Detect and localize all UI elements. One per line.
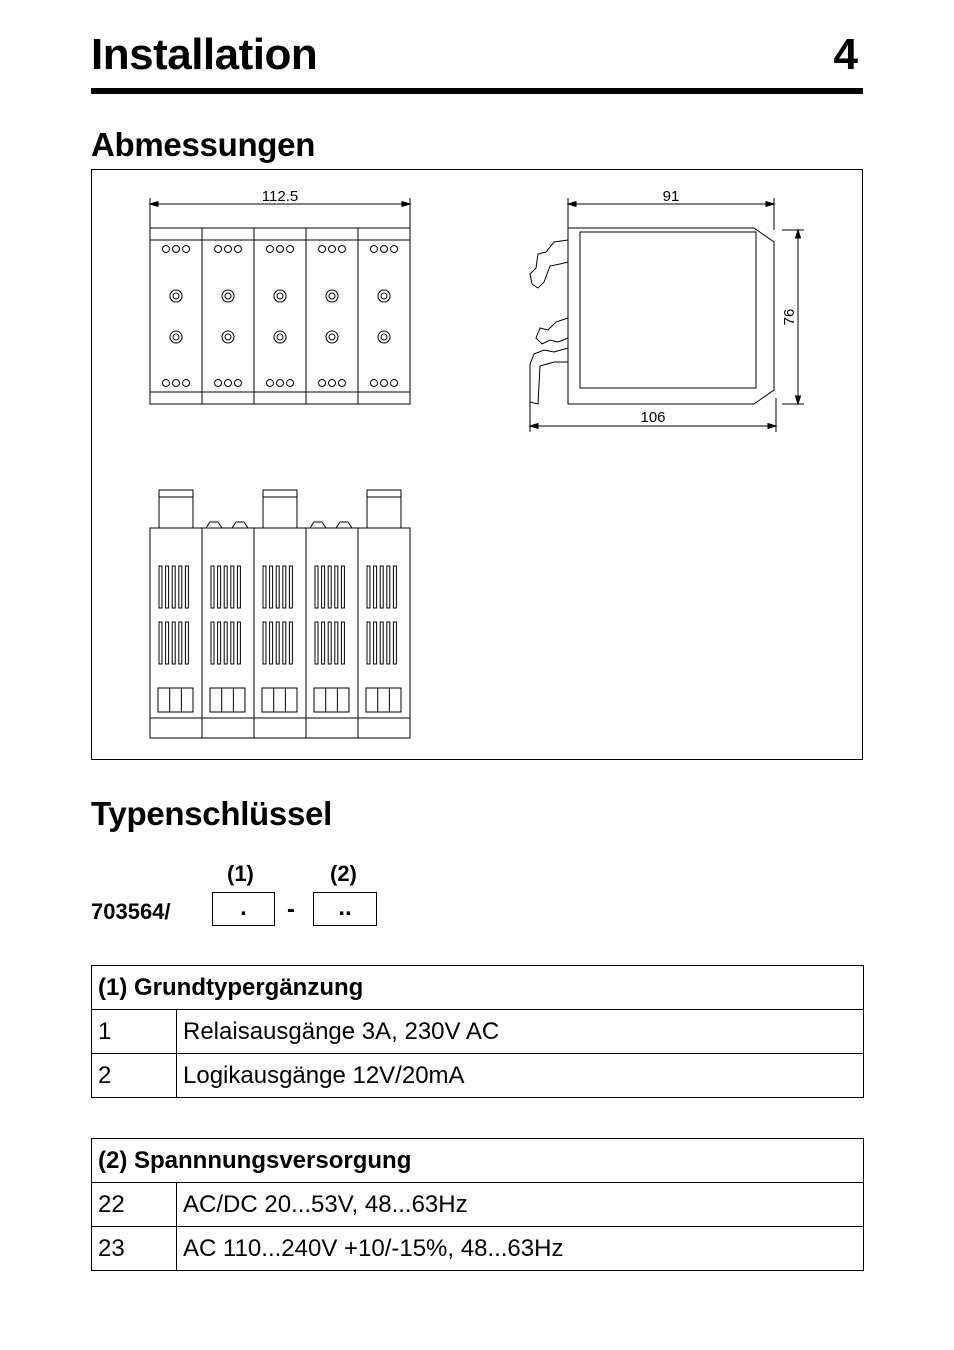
vent-slot (374, 622, 377, 664)
vent-slot (289, 622, 292, 664)
connector-plug (367, 490, 401, 528)
width-dimension (150, 188, 410, 230)
vent-slot (179, 566, 182, 608)
vent-slot (289, 566, 292, 608)
supply-voltage-table (91, 1138, 864, 1271)
vent-slot (322, 622, 325, 664)
option-code: 23 (92, 1227, 177, 1271)
vent-slot (335, 622, 338, 664)
terminal-circle (319, 380, 326, 387)
terminal-circle (277, 246, 284, 253)
terminal-circle (183, 246, 190, 253)
terminal-circle (173, 246, 180, 253)
terminal-circle (287, 380, 294, 387)
led-ring (326, 290, 338, 302)
terminal-circle (163, 246, 170, 253)
vent-slot (393, 622, 396, 664)
terminal-circle (329, 246, 336, 253)
vent-slot (224, 622, 227, 664)
terminal-circle (267, 246, 274, 253)
vent-slot (270, 622, 273, 664)
vent-slot (393, 566, 396, 608)
vent-slot (387, 566, 390, 608)
option-text: AC 110...240V +10/-15%, 48...63Hz (177, 1227, 864, 1271)
led-ring (170, 331, 182, 343)
terminal-circle (235, 246, 242, 253)
vent-slot (322, 566, 325, 608)
option-text: Logikausgänge 12V/20mA (177, 1054, 864, 1098)
terminal-circle (215, 380, 222, 387)
led-center (173, 293, 179, 299)
vent-slot (380, 622, 383, 664)
vent-slot (159, 622, 162, 664)
type-key-slot1-label: (1) (227, 861, 254, 886)
type-key-slot1-box: . (212, 892, 275, 926)
vent-slot (341, 622, 344, 664)
terminal-circle (173, 380, 180, 387)
terminal-circle (287, 246, 294, 253)
option-code: 1 (92, 1010, 177, 1054)
side-view (530, 228, 774, 404)
option-code: 22 (92, 1183, 177, 1227)
vent-slot (224, 566, 227, 608)
led-center (173, 334, 179, 340)
front-outline (150, 228, 410, 404)
vent-slot (374, 566, 377, 608)
vent-slot (328, 566, 331, 608)
terminal-circle (215, 246, 222, 253)
vent-slot (218, 566, 221, 608)
vent-slot (315, 622, 318, 664)
vent-slot (341, 566, 344, 608)
led-center (225, 334, 231, 340)
vent-slot (276, 622, 279, 664)
terminal-circle (391, 246, 398, 253)
type-key-prefix: 703564/ (91, 899, 171, 924)
led-ring (170, 290, 182, 302)
terminal-block (262, 688, 297, 712)
led-center (277, 293, 283, 299)
vent-slot (172, 566, 175, 608)
vent-slot (166, 622, 169, 664)
vent-slot (270, 566, 273, 608)
vent-slot (166, 566, 169, 608)
terminal-circle (277, 380, 284, 387)
vent-slot (387, 622, 390, 664)
led-center (277, 334, 283, 340)
terminal-circle (381, 380, 388, 387)
chapter-number: 4 (833, 30, 858, 79)
table-header-row (92, 1139, 864, 1183)
led-ring (378, 290, 390, 302)
table-row (92, 1183, 864, 1227)
width-label: 112.5 (261, 188, 299, 205)
vent-slot (237, 566, 240, 608)
type-key-slot2-label: (2) (330, 861, 357, 886)
table-row (92, 1054, 864, 1098)
terminal-block (366, 688, 401, 712)
dimension-drawing (92, 170, 862, 759)
terminal-circle (381, 246, 388, 253)
option-text: AC/DC 20...53V, 48...63Hz (177, 1183, 864, 1227)
section-heading-type-key: Typenschlüssel (91, 795, 332, 832)
top-outline (150, 528, 410, 738)
total-depth-dimension (530, 370, 776, 432)
vent-slot (263, 566, 266, 608)
terminal-circle (225, 380, 232, 387)
table-row (92, 1010, 864, 1054)
vent-slot (185, 622, 188, 664)
din-clip-upper (530, 240, 568, 288)
basic-type-table (91, 965, 864, 1098)
led-center (225, 293, 231, 299)
vent-slot (367, 566, 370, 608)
connector-plug (263, 490, 297, 528)
vent-slot (231, 566, 234, 608)
terminal-circle (183, 380, 190, 387)
vent-slot (237, 622, 240, 664)
vent-slot (315, 566, 318, 608)
terminal-circle (163, 380, 170, 387)
vent-slot (179, 622, 182, 664)
depth-dimension (568, 188, 774, 230)
top-view (150, 490, 410, 738)
type-key-separator: - (287, 896, 295, 923)
side-outline (568, 228, 774, 404)
type-key-slot2-box: .. (313, 892, 377, 926)
depth-label: 91 (662, 188, 680, 205)
vent-slot (231, 622, 234, 664)
terminal-circle (267, 380, 274, 387)
header-rule (91, 88, 863, 94)
chapter-title: Installation (91, 30, 318, 79)
vent-slot (367, 622, 370, 664)
option-code: 2 (92, 1054, 177, 1098)
led-center (329, 293, 335, 299)
table-header: (1) Grundtypergänzung (92, 966, 864, 1010)
connector-plug (159, 490, 193, 528)
terminal-circle (339, 246, 346, 253)
terminal-block (158, 688, 193, 712)
terminal-block (210, 688, 245, 712)
vent-slot (263, 622, 266, 664)
vent-slot (276, 566, 279, 608)
vent-slot (172, 622, 175, 664)
vent-slot (185, 566, 188, 608)
led-ring (326, 331, 338, 343)
vent-slot (328, 622, 331, 664)
vent-slot (218, 622, 221, 664)
led-ring (274, 331, 286, 343)
option-text: Relaisausgänge 3A, 230V AC (177, 1010, 864, 1054)
terminal-circle (339, 380, 346, 387)
front-view (150, 228, 410, 404)
vent-slot (211, 622, 214, 664)
led-ring (222, 290, 234, 302)
table-header-row (92, 966, 864, 1010)
side-inner-panel (580, 232, 756, 388)
vent-slot (380, 566, 383, 608)
height-dimension (781, 230, 804, 404)
terminal-circle (371, 380, 378, 387)
terminal-circle (371, 246, 378, 253)
vent-slot (211, 566, 214, 608)
total-depth-label: 106 (640, 409, 666, 426)
section-heading-dimensions: Abmessungen (91, 126, 316, 163)
table-header: (2) Spannnungsversorgung (92, 1139, 864, 1183)
din-clip-middle (536, 318, 568, 344)
height-label: 76 (781, 308, 798, 326)
din-clip-lower (530, 348, 568, 404)
terminal-circle (319, 246, 326, 253)
led-ring (222, 331, 234, 343)
terminal-circle (329, 380, 336, 387)
terminal-circle (391, 380, 398, 387)
led-center (329, 334, 335, 340)
terminal-circle (225, 246, 232, 253)
led-ring (378, 331, 390, 343)
terminal-block (314, 688, 349, 712)
led-center (381, 293, 387, 299)
vent-slot (283, 566, 286, 608)
vent-slot (159, 566, 162, 608)
vent-slot (283, 622, 286, 664)
table-row (92, 1227, 864, 1271)
dimension-drawing-frame (91, 169, 863, 760)
latch-notch (206, 522, 248, 528)
led-center (381, 334, 387, 340)
led-ring (274, 290, 286, 302)
latch-notch (310, 522, 352, 528)
vent-slot (335, 566, 338, 608)
terminal-circle (235, 380, 242, 387)
